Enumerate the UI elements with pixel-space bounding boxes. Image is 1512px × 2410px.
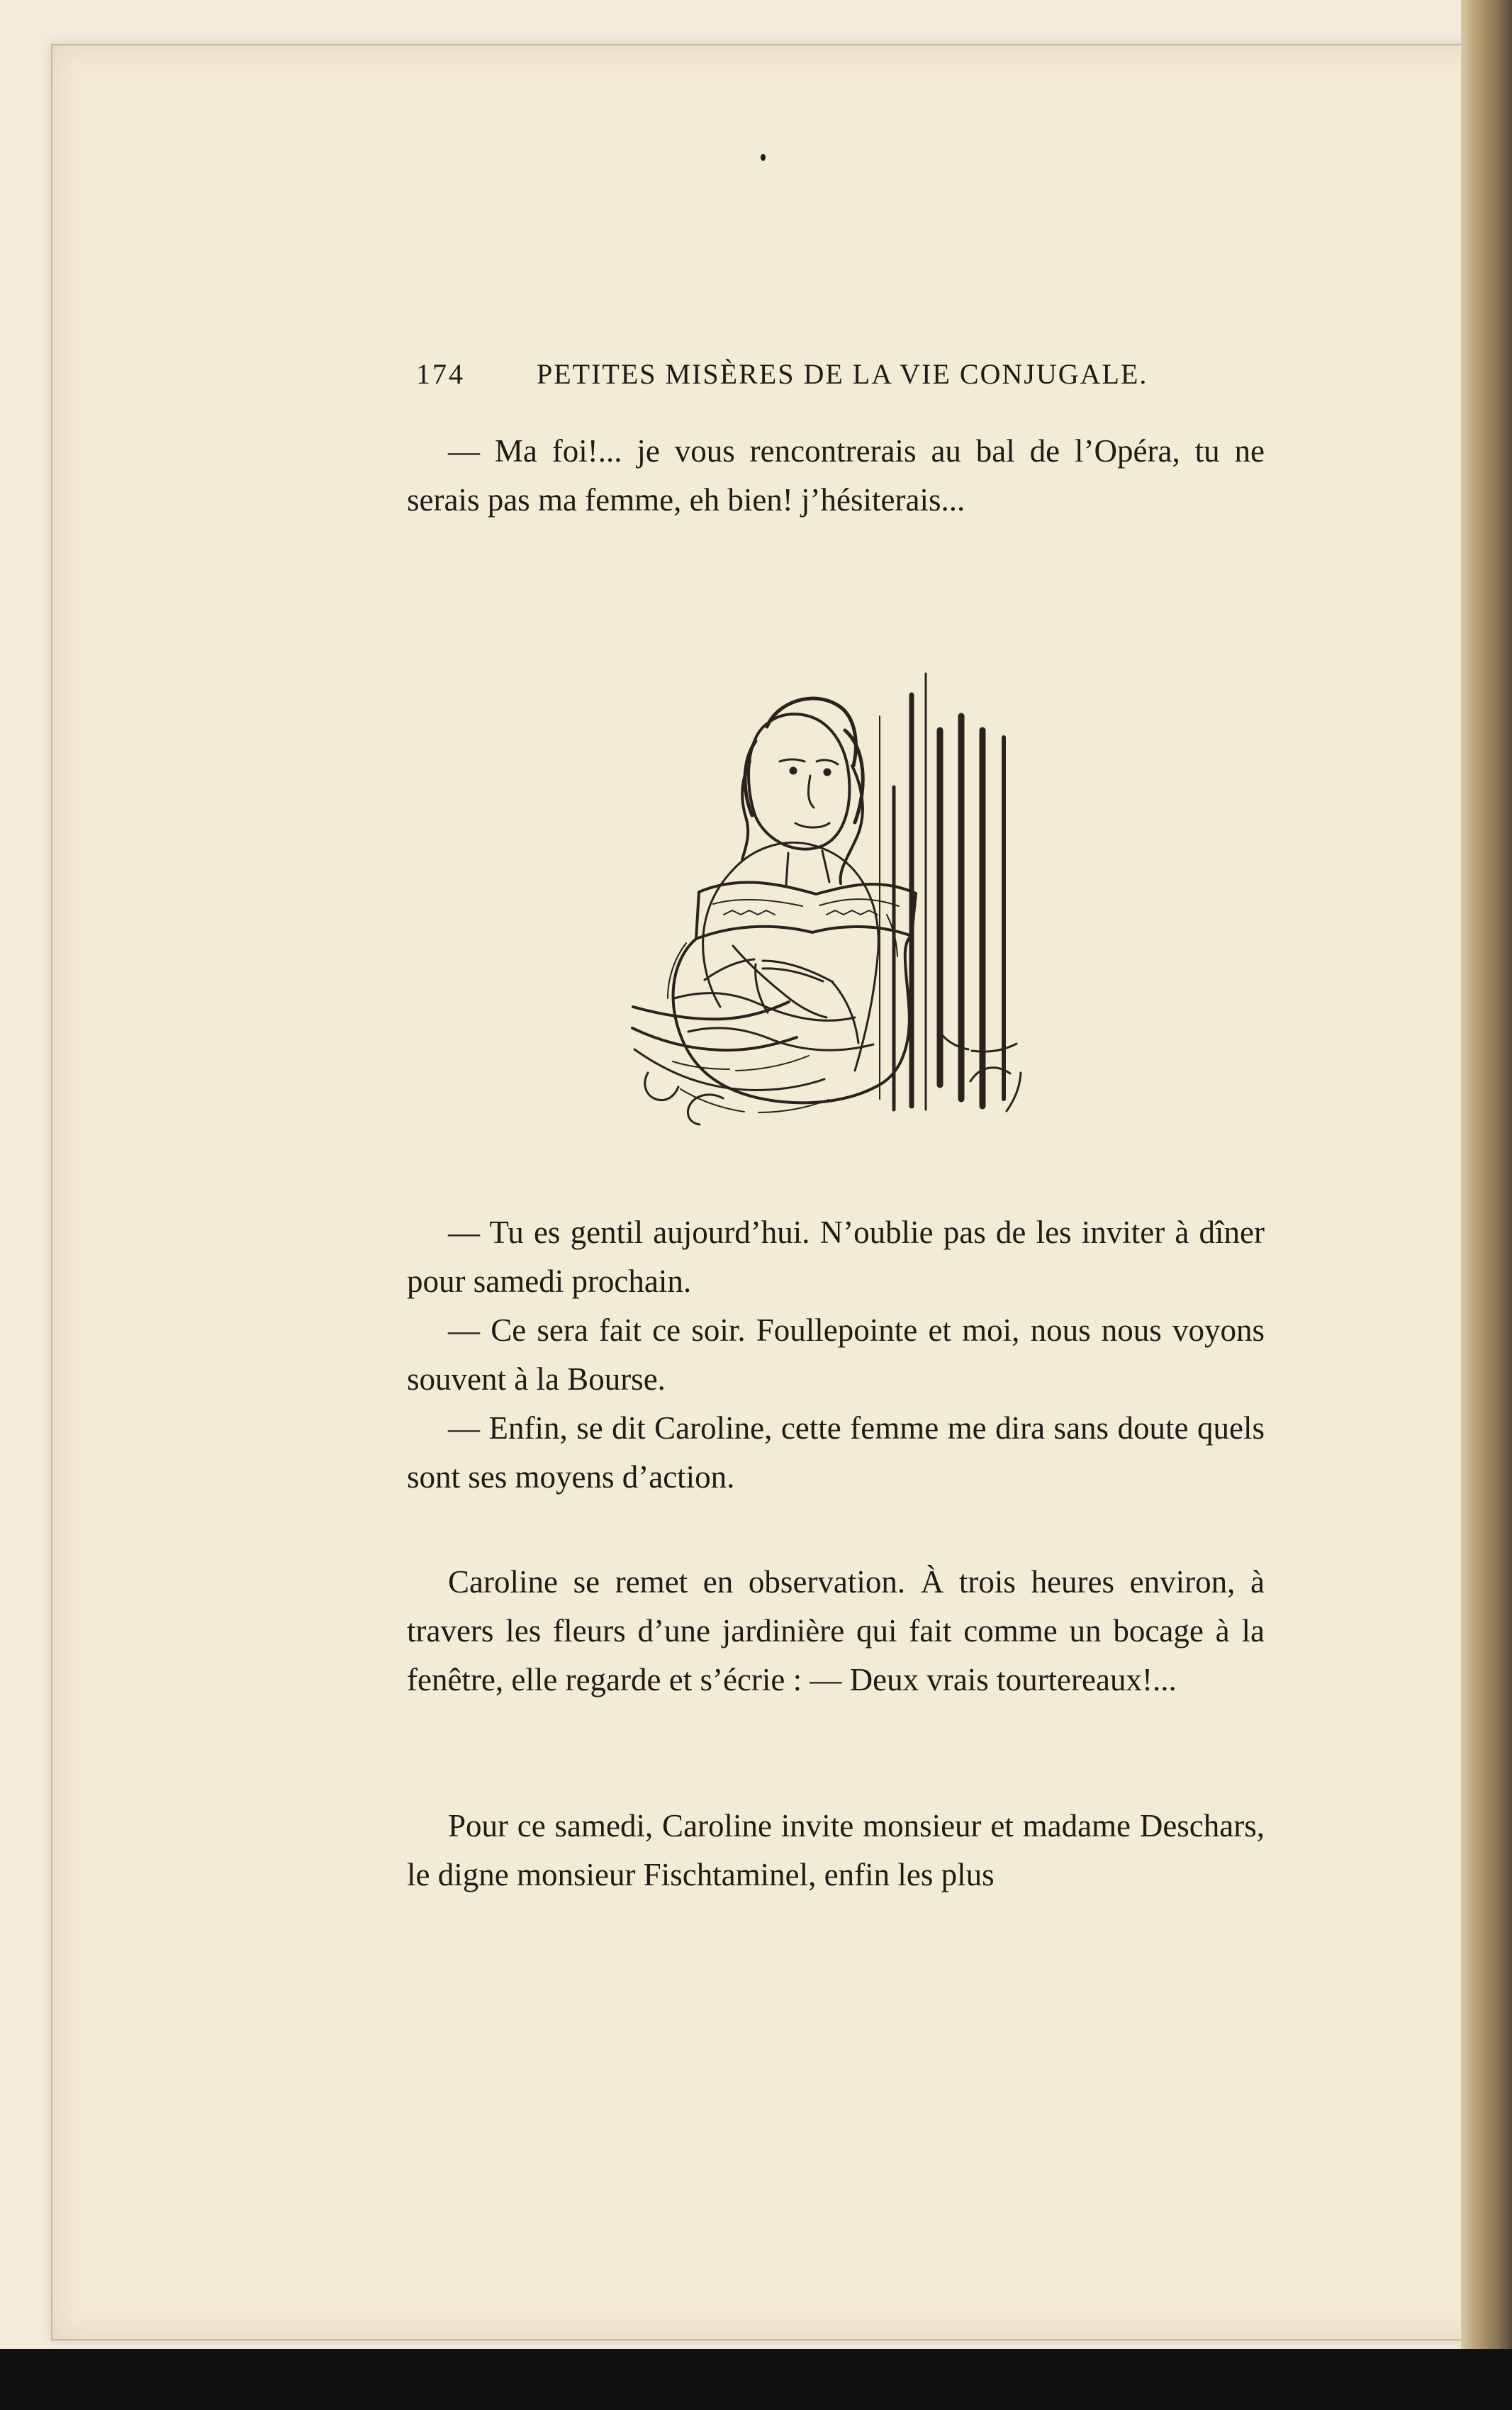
page-header	[416, 357, 1265, 407]
woman-engraving-icon	[607, 610, 1060, 1127]
page-number: 174	[416, 358, 465, 390]
illustration	[607, 610, 1060, 1127]
running-title: PETITES MISÈRES DE LA VIE CONJUGALE.	[537, 358, 1148, 390]
narrative-section-2	[407, 1802, 1265, 1899]
paragraph-middle-2: — Ce sera fait ce soir. Foullepointe et moi, nous nous voyons souvent à la Bourse.	[407, 1312, 1265, 1397]
opening-dialogue	[407, 427, 1265, 525]
book-spine-edge	[1461, 0, 1512, 2410]
scan-bottom-band	[0, 2349, 1512, 2410]
dialogue-section	[407, 1208, 1265, 1502]
ink-speck	[761, 154, 766, 161]
narrative-section-1	[407, 1558, 1265, 1705]
paragraph-middle-3: — Enfin, se dit Caroline, cette femme me dira sans doute quels sont ses moyens d’action.	[407, 1410, 1265, 1495]
paragraph-middle-1: — Tu es gentil aujourd’hui. N’oublie pas de les inviter à dîner pour samedi prochain.	[407, 1215, 1265, 1299]
paragraph-lower-1: Caroline se remet en observation. À trois heures environ, à travers les fleurs d’une jardinière qui fait comme un bocage à la fenêtre, elle regarde et s’écrie : — Deux vrais tourtereaux!...	[407, 1564, 1265, 1697]
paragraph-top: — Ma foi!... je vous rencontrerais au bal de l’Opéra, tu ne serais pas ma femme, eh bien! j’hésiterais...	[407, 433, 1265, 518]
paragraph-lower-2: Pour ce samedi, Caroline invite monsieur et madame Deschars, le digne monsieur Fischtaminel, enfin les plus	[407, 1808, 1265, 1892]
